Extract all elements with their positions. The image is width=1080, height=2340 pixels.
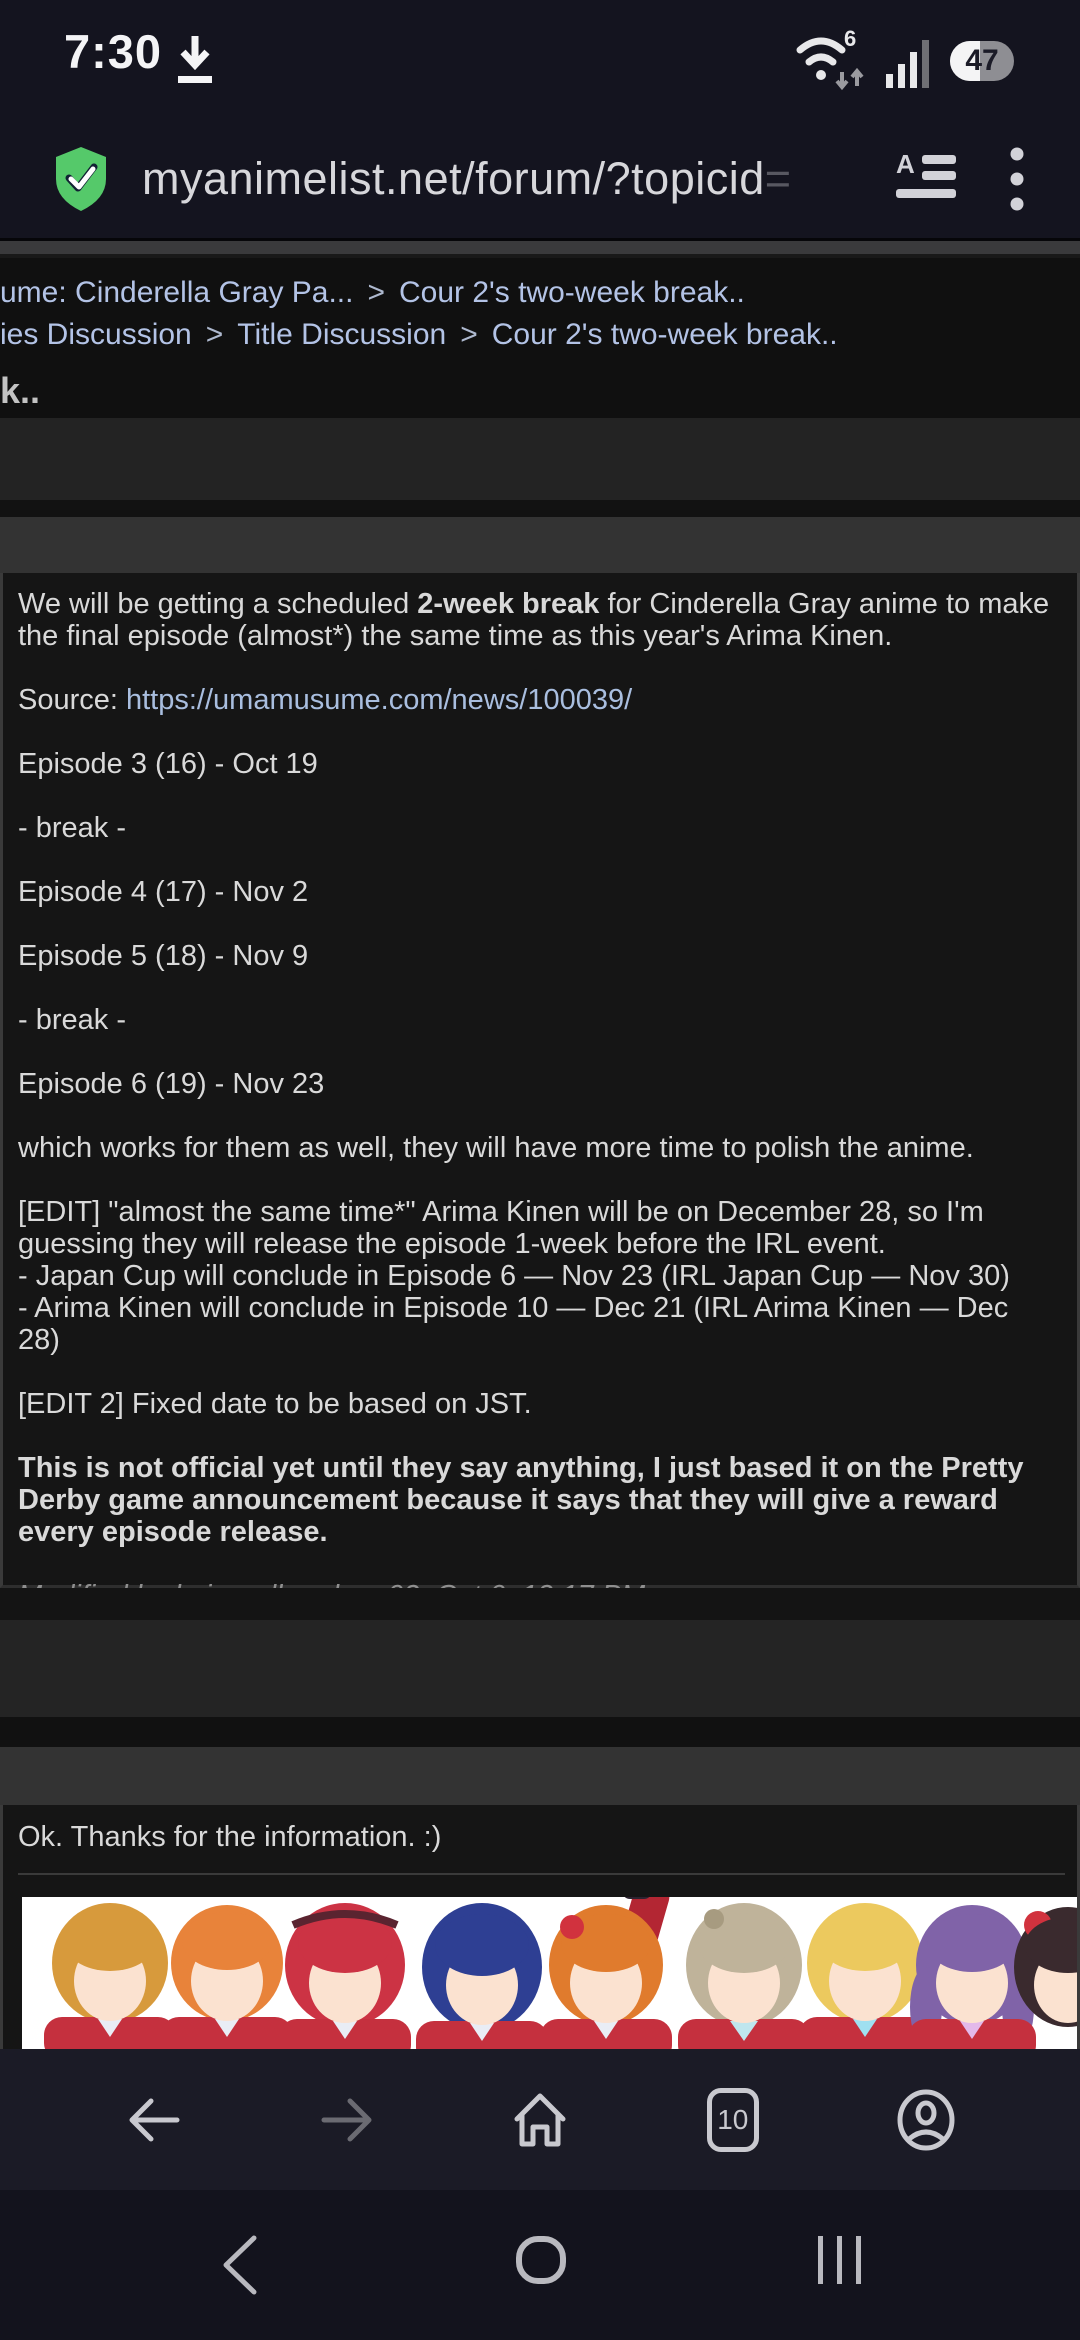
- tab-counter: [707, 2088, 759, 2152]
- status-clock: 7:30: [64, 25, 163, 78]
- post-paragraph: [18, 684, 1057, 716]
- breadcrumb-line-1: [0, 276, 745, 310]
- section-gap: [0, 1717, 1080, 1747]
- secure-shield-icon[interactable]: [52, 145, 110, 213]
- url-suffix: =: [764, 153, 792, 204]
- tab-count: 10: [717, 2103, 749, 2135]
- download-icon: [172, 32, 218, 93]
- page-top-strip: [0, 238, 1080, 258]
- post-text: Source:: [18, 684, 126, 716]
- battery-indicator: [950, 41, 1014, 81]
- edit-line: - Japan Cup will conclude in Episode 6 — Nov 23 (IRL Japan Cup — Nov 30): [18, 1260, 1010, 1292]
- url-main: myanimelist.net/forum/?topicid: [142, 153, 765, 204]
- post-paragraph: [18, 588, 1057, 652]
- post-text-bold: 2-week break: [417, 588, 600, 620]
- android-back-icon[interactable]: [218, 2234, 262, 2301]
- url-bar[interactable]: [0, 120, 1080, 238]
- android-home-icon[interactable]: [516, 2236, 566, 2284]
- wifi-6-icon: [794, 28, 872, 94]
- schedule-line: Episode 6 (19) - Nov 23: [18, 1068, 325, 1100]
- status-icons: [794, 28, 1014, 94]
- edit-line: - Arima Kinen will conclude in Episode 10 — Dec 21 (IRL Arima Kinen — Dec 28): [18, 1292, 1009, 1356]
- post-text: for Cinderella Gray anime to make the final episode (almost*) the same time as this year's Arima Kinen.: [18, 588, 1050, 652]
- schedule-line: Episode 3 (16) - Oct 19: [18, 748, 318, 780]
- post-header-band: [0, 1747, 1080, 1805]
- schedule-line: Episode 5 (18) - Nov 9: [18, 940, 309, 972]
- section-band: [0, 1620, 1080, 1717]
- forward-button[interactable]: [315, 2088, 379, 2152]
- status-bar: [0, 0, 1080, 120]
- schedule-line: - break -: [18, 812, 126, 844]
- forum-post-2: [0, 1805, 1080, 2049]
- schedule-line: Episode 4 (17) - Nov 2: [18, 876, 309, 908]
- breadcrumb-separator: >: [460, 318, 478, 351]
- url-text[interactable]: [142, 153, 792, 205]
- breadcrumb-link[interactable]: Cour 2's two-week break..: [491, 318, 838, 351]
- breadcrumb-line-2: [0, 318, 838, 352]
- post-paragraph: which works for them as well, they will have more time to polish the anime.: [18, 1132, 974, 1164]
- reader-mode-icon[interactable]: [896, 151, 958, 207]
- section-band: [0, 418, 1080, 500]
- edit-line: [EDIT] "almost the same time*" Arima Kinen will be on December 28, so I'm guessing they will release the episode 1-week before the IRL event.: [18, 1196, 984, 1260]
- section-gap: [0, 1588, 1080, 1620]
- breadcrumb-link[interactable]: Title Discussion: [237, 318, 447, 351]
- breadcrumb-separator: >: [205, 318, 224, 351]
- menu-kebab-icon[interactable]: [1010, 146, 1024, 212]
- browser-bottom-nav: [0, 2049, 1080, 2190]
- breadcrumb-zone: [0, 258, 1080, 418]
- post-text: Ok. Thanks for the information. :): [18, 1821, 442, 1853]
- back-button[interactable]: [122, 2088, 186, 2152]
- post-text: We will be getting a scheduled: [18, 588, 418, 620]
- home-button[interactable]: [508, 2088, 572, 2152]
- disclaimer-text: This is not official yet until they say anything, I just based it on the Pretty Derby game announcement because it says that they will give a reward every episode release.: [18, 1452, 1024, 1548]
- breadcrumb-link[interactable]: ies Discussion: [0, 318, 192, 351]
- browser-top-chrome: [0, 0, 1080, 238]
- url-bar-actions: [896, 120, 1080, 238]
- tabs-button[interactable]: [701, 2088, 765, 2152]
- battery-percent: 47: [965, 44, 999, 77]
- breadcrumb-link[interactable]: ume: Cinderella Gray Pa...: [0, 276, 354, 309]
- post-header-band: [0, 517, 1080, 573]
- edit2-line: [EDIT 2] Fixed date to be based on JST.: [18, 1388, 532, 1420]
- signature-image: [22, 1897, 1080, 2049]
- signature-divider: [18, 1873, 1065, 1875]
- section-gap: [0, 500, 1080, 517]
- edit-block: [18, 1196, 1057, 1356]
- forum-post-1: [0, 573, 1080, 1588]
- svg-text:A: A: [896, 151, 915, 179]
- breadcrumb-link[interactable]: Cour 2's two-week break..: [399, 276, 745, 309]
- topic-title-fragment: k..: [0, 370, 41, 411]
- source-link[interactable]: https://umamusume.com/news/100039/: [126, 684, 633, 716]
- signal-strength-icon: [886, 30, 936, 92]
- breadcrumb-separator: >: [367, 276, 386, 309]
- svg-text:6: 6: [844, 28, 857, 51]
- schedule-line: - break -: [18, 1004, 126, 1036]
- profile-button[interactable]: [894, 2088, 958, 2152]
- android-nav-bar: [0, 2190, 1080, 2340]
- android-recents-icon[interactable]: [818, 2236, 861, 2284]
